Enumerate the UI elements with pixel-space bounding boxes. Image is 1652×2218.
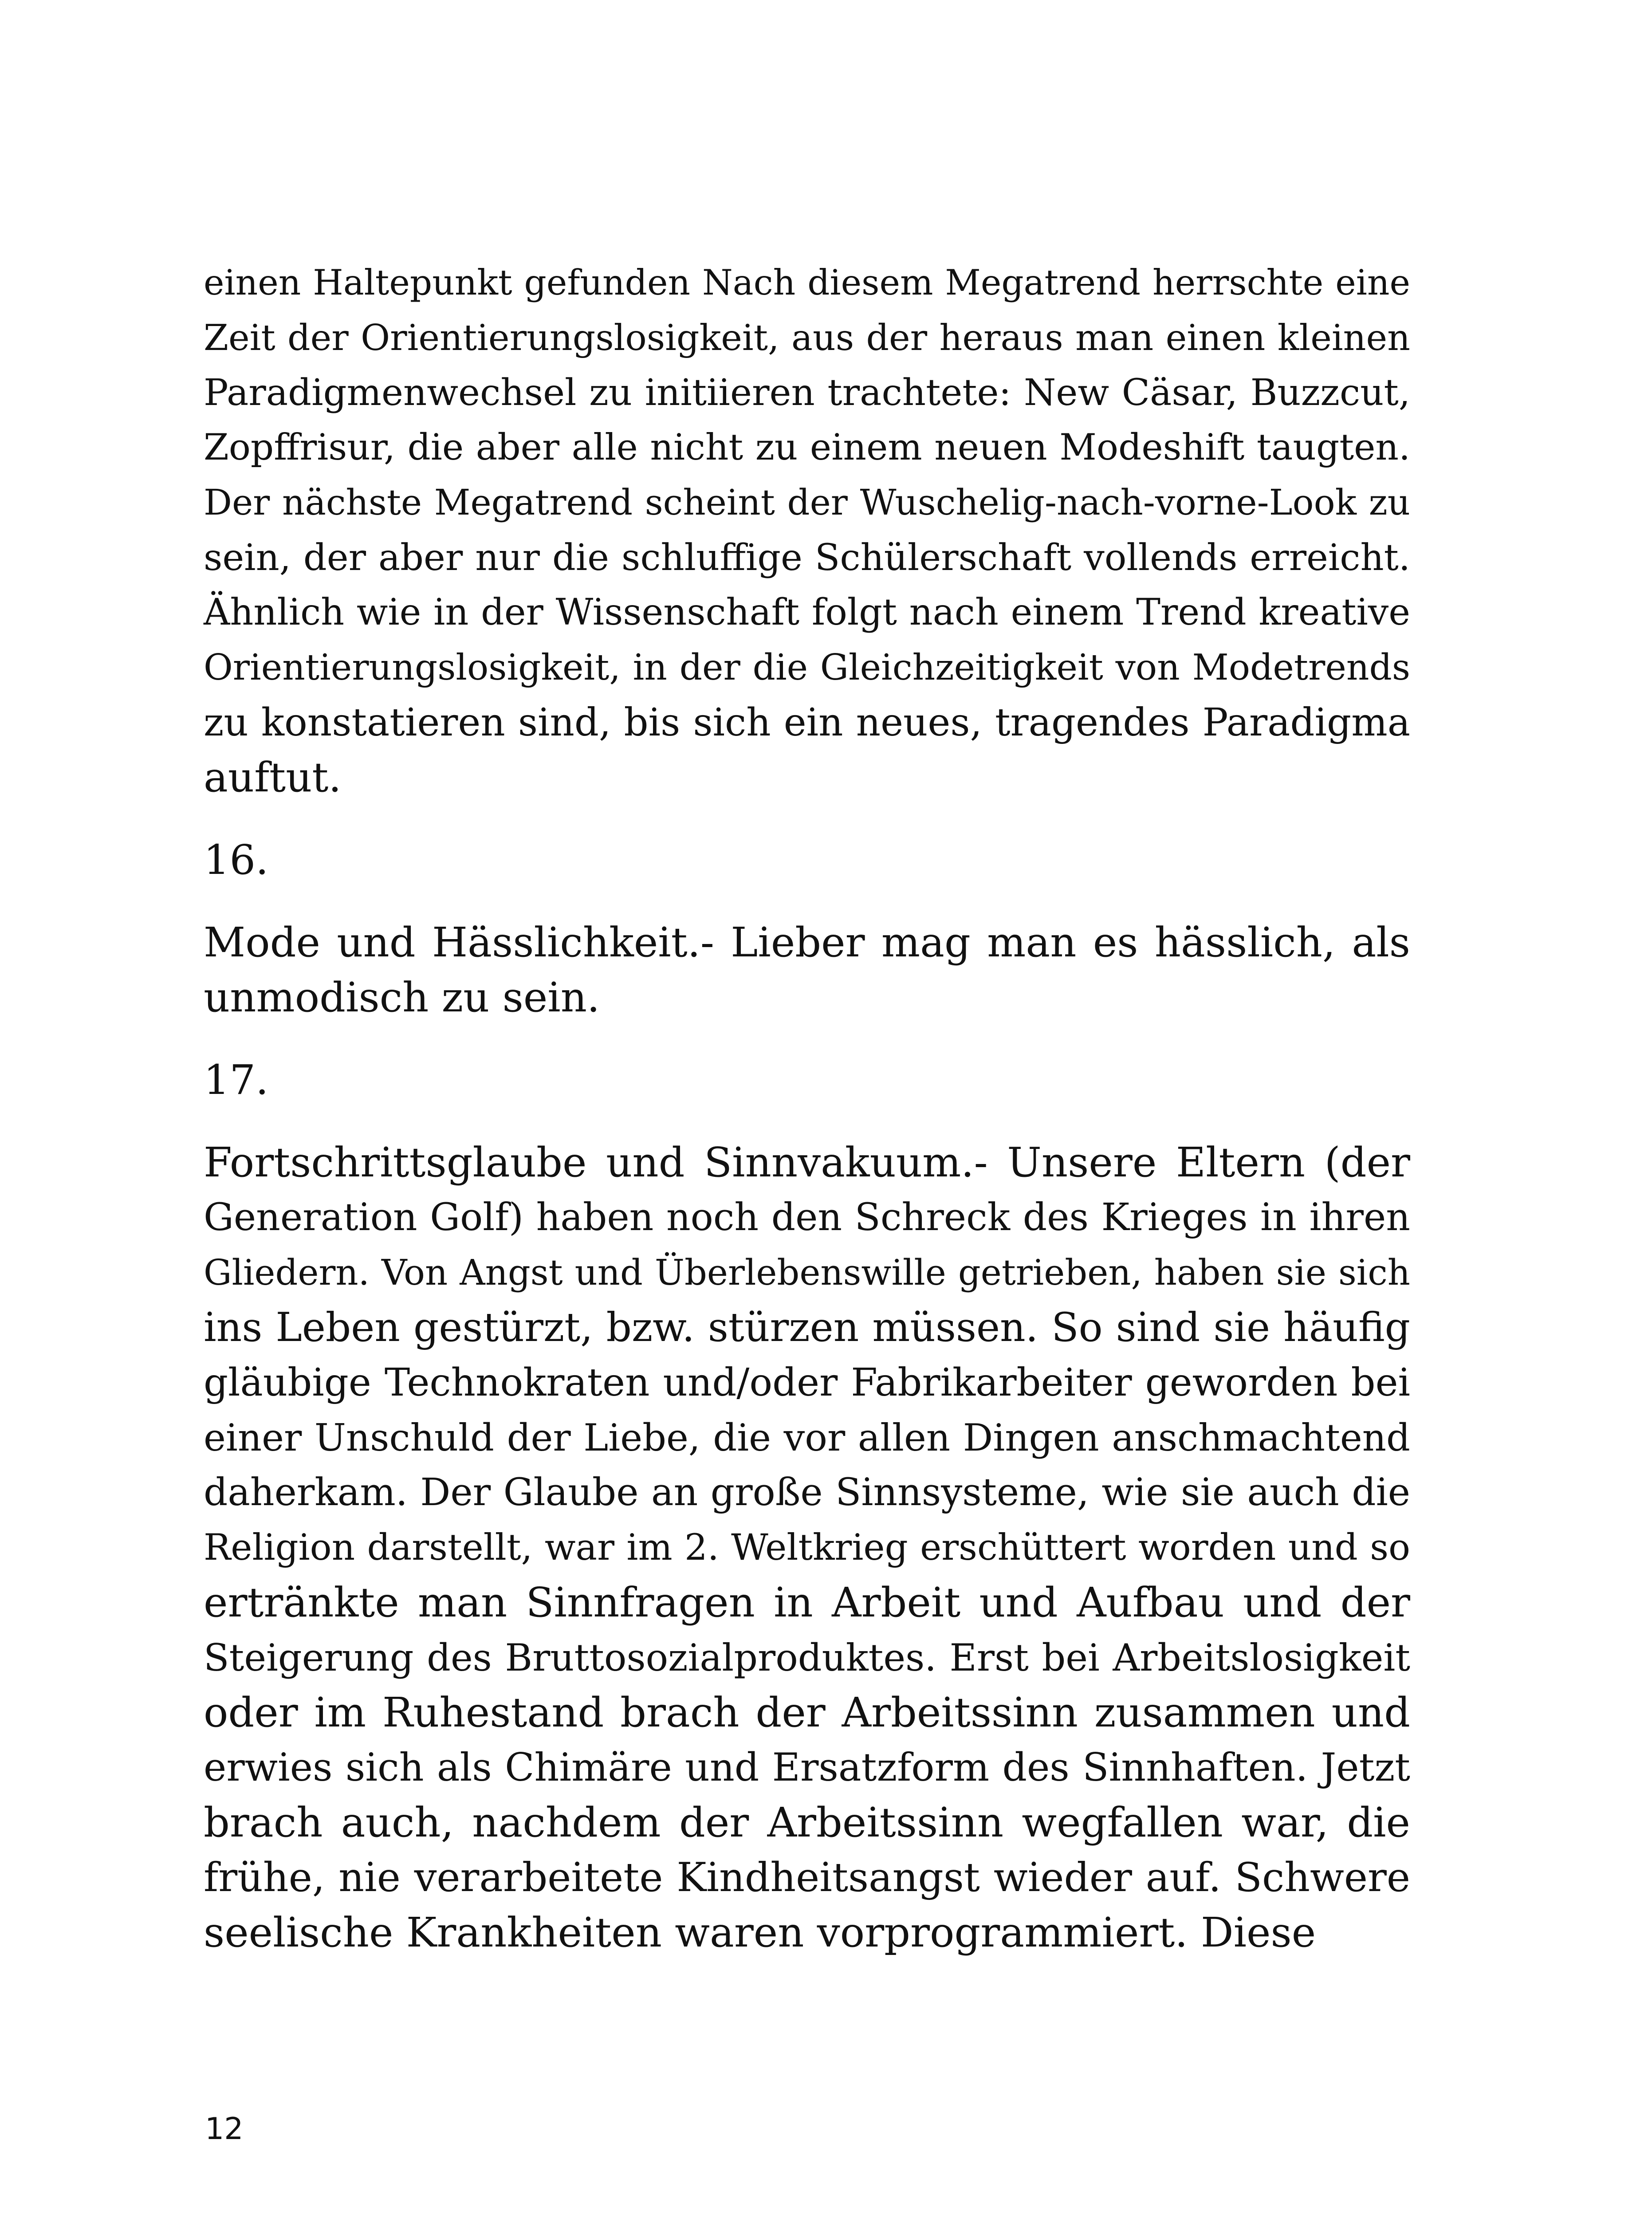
text-line: Fortschrittsglaube und Sinnvakuum.- Unsere Eltern (der	[204, 1139, 1410, 1186]
page-number: 12	[205, 2112, 244, 2147]
text-line: gläubige Technokraten und/oder Fabrikarbeiter geworden bei	[204, 1361, 1410, 1405]
text-line: ins Leben gestürzt, bzw. stürzen müssen. So sind sie häufig	[204, 1305, 1410, 1351]
text-line: auftut.	[204, 754, 342, 801]
paragraph-mode-trends	[204, 255, 1410, 805]
paragraph-spacer	[204, 805, 1410, 833]
text-line: ertränkte man Sinnfragen in Arbeit und Aufbau und der	[204, 1579, 1410, 1626]
text-line: Zeit der Orientierungslosigkeit, aus der heraus man einen kleinen	[204, 317, 1410, 358]
text-line: brach auch, nachdem der Arbeitssinn wegfallen war, die	[204, 1799, 1410, 1846]
text-line: zu konstatieren sind, bis sich ein neues, tragendes Paradigma	[204, 700, 1410, 745]
text-line: Ähnlich wie in der Wissenschaft folgt nach einem Trend kreative	[204, 591, 1410, 633]
section-number-16	[204, 833, 1410, 888]
section-number: 16.	[204, 836, 269, 884]
text-line: einen Haltepunkt gefunden Nach diesem Megatrend herrschte eine	[204, 262, 1410, 303]
text-line: sein, der aber nur die schluffige Schülerschaft vollends erreicht.	[204, 536, 1410, 579]
text-line: seelische Krankheiten waren vorprogrammiert. Diese	[204, 1909, 1316, 1956]
text-line: Paradigmenwechsel zu initiieren trachtete: New Cäsar, Buzzcut,	[204, 371, 1410, 414]
text-line: Steigerung des Bruttosozialproduktes. Erst bei Arbeitslosigkeit	[204, 1636, 1410, 1679]
text-line: Religion darstellt, war im 2. Weltkrieg erschüttert worden und so	[204, 1526, 1410, 1569]
text-line: Mode und Hässlichkeit.- Lieber mag man es hässlich, als	[204, 919, 1410, 966]
paragraph-spacer	[204, 1108, 1410, 1135]
text-line: erwies sich als Chimäre und Ersatzform des Sinnhaften. Jetzt	[204, 1746, 1410, 1790]
text-line: Zopffrisur, die aber alle nicht zu einem neuen Modeshift taugten.	[204, 426, 1410, 468]
paragraph-spacer	[204, 888, 1410, 915]
text-line: einer Unschuld der Liebe, die vor allen Dingen anschmachtend	[204, 1416, 1410, 1459]
text-line: unmodisch zu sein.	[204, 974, 600, 1021]
text-line: Generation Golf) haben noch den Schreck des Krieges in ihren	[204, 1196, 1410, 1239]
paragraph-mode-haesslichkeit	[204, 915, 1410, 1025]
section-number: 17.	[204, 1056, 269, 1104]
text-line: daherkam. Der Glaube an große Sinnsysteme, wie sie auch die	[204, 1471, 1410, 1514]
paragraph-spacer	[204, 1025, 1410, 1053]
text-line: Orientierungslosigkeit, in der die Gleichzeitigkeit von Modetrends	[204, 647, 1410, 688]
text-line: Der nächste Megatrend scheint der Wuschelig-nach-vorne-Look zu	[204, 482, 1410, 523]
section-number-17	[204, 1053, 1410, 1108]
body-text	[204, 255, 1410, 1960]
text-line: frühe, nie verarbeitete Kindheitsangst wieder auf. Schwere	[204, 1855, 1410, 1901]
text-line: oder im Ruhestand brach der Arbeitssinn zusammen und	[204, 1689, 1410, 1736]
paragraph-fortschrittsglaube	[204, 1135, 1410, 1960]
text-line: Gliedern. Von Angst und Überlebenswille getrieben, haben sie sich	[204, 1252, 1410, 1293]
